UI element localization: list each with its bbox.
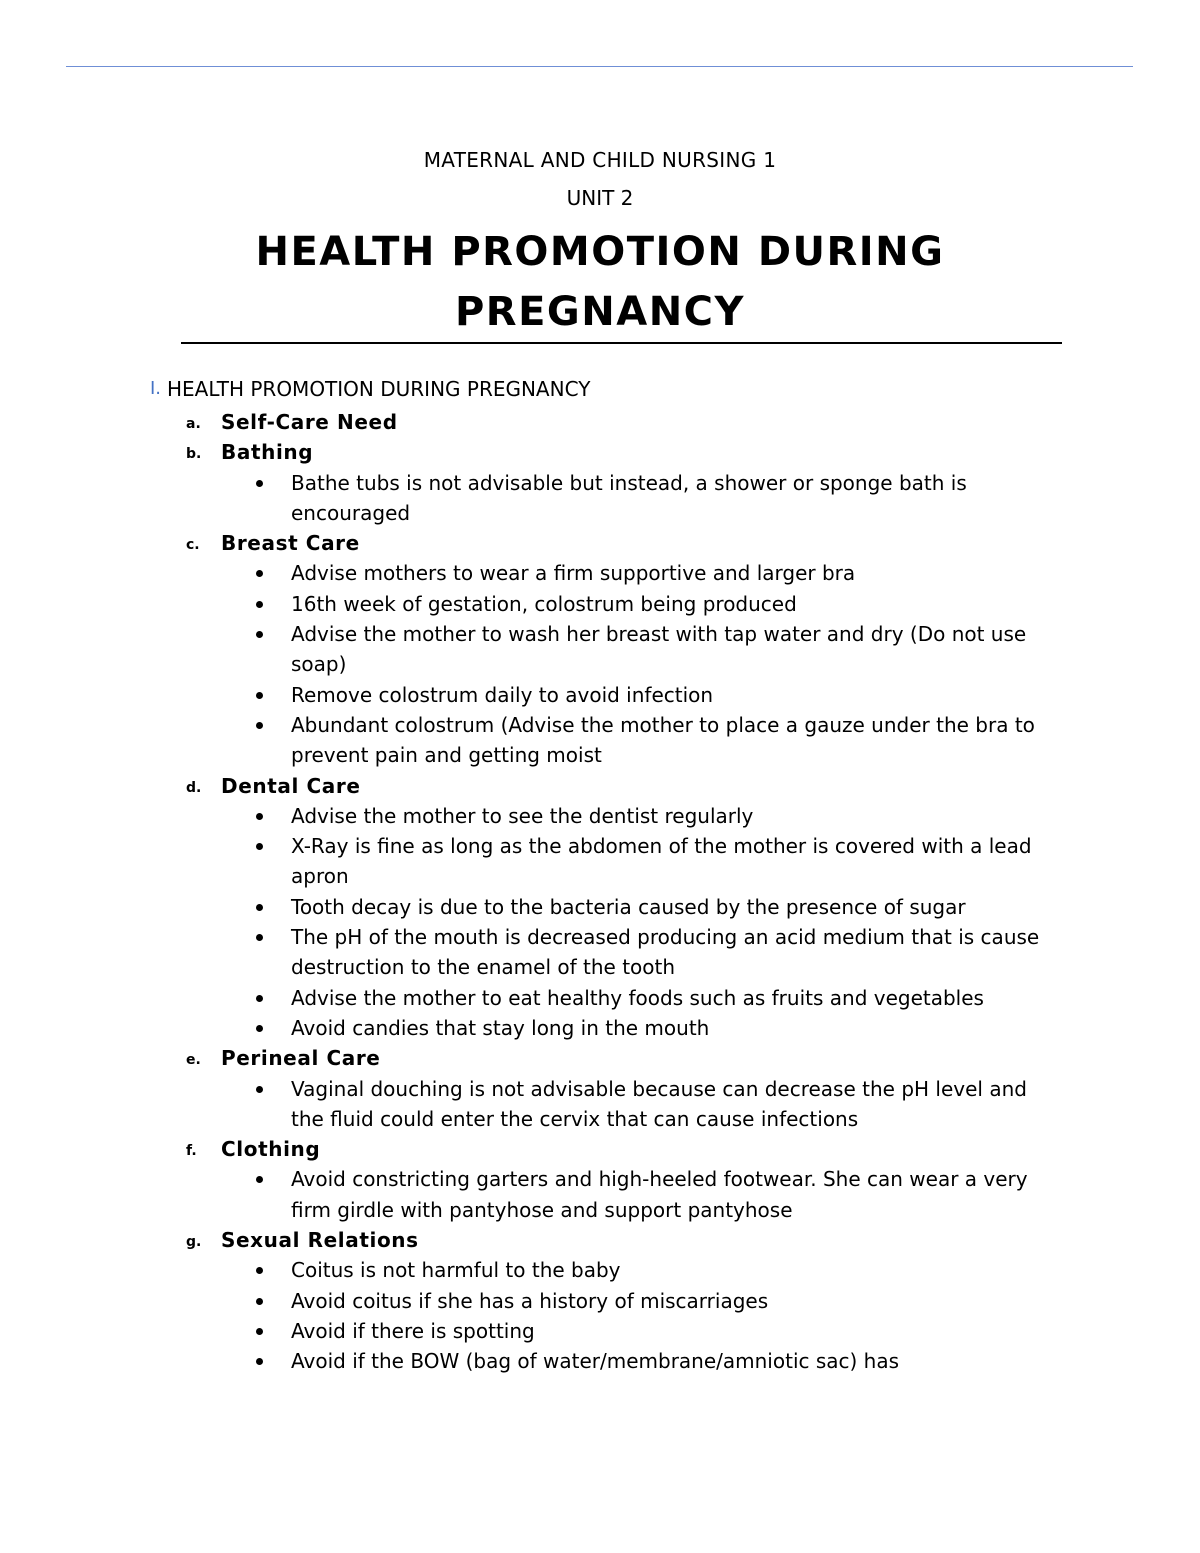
subsection bbox=[0, 771, 1200, 1044]
bullet-text: Coitus is not harmful to the baby bbox=[291, 1258, 621, 1283]
unit-label: UNIT 2 bbox=[566, 186, 634, 210]
subsection-title: Sexual Relations bbox=[221, 1228, 419, 1253]
bullet-item bbox=[0, 983, 1200, 1013]
subsection-letter: a. bbox=[186, 416, 201, 432]
bullet-text: X-Ray is fine as long as the abdomen of the mother is covered with a lead apron bbox=[291, 834, 1032, 889]
bullet-text: Avoid candies that stay long in the mouth bbox=[291, 1015, 710, 1040]
subsection-letter: e. bbox=[186, 1052, 201, 1069]
bullet-item bbox=[0, 1346, 1200, 1376]
bullet-dot-icon bbox=[256, 1267, 263, 1274]
bullet-text: Avoid if the BOW (bag of water/membrane/amniotic sac) has bbox=[291, 1349, 900, 1374]
bullet-dot-icon bbox=[256, 995, 263, 1002]
bullet-text: Advise the mother to wash her breast with tap water and dry (Do not use soap) bbox=[291, 622, 1027, 677]
subsection-heading bbox=[0, 1134, 1200, 1164]
subsection-heading bbox=[0, 771, 1200, 801]
bullet-dot-icon bbox=[256, 1358, 263, 1365]
subsection-letter: b. bbox=[186, 446, 202, 463]
bullet-item bbox=[0, 801, 1200, 831]
subsection-heading bbox=[0, 528, 1200, 558]
bullet-text: Bathe tubs is not advisable but instead, a shower or sponge bath is encouraged bbox=[291, 470, 967, 525]
bullet-dot-icon bbox=[256, 480, 263, 487]
subsection-letter: f. bbox=[186, 1143, 197, 1160]
bullet-dot-icon bbox=[256, 934, 263, 941]
bullet-item bbox=[0, 1316, 1200, 1346]
bullet-item bbox=[0, 1013, 1200, 1043]
bullet-text: Remove colostrum daily to avoid infection bbox=[291, 682, 714, 707]
bullet-text: The pH of the mouth is decreased producing an acid medium that is cause destruction to the enamel of the tooth bbox=[291, 925, 1040, 980]
bullet-list bbox=[0, 1164, 1200, 1225]
subsection-title: Clothing bbox=[221, 1137, 321, 1162]
bullet-item bbox=[0, 922, 1200, 983]
bullet-list bbox=[0, 468, 1200, 529]
subsection-heading bbox=[0, 437, 1200, 467]
subsection bbox=[0, 1043, 1200, 1134]
bullet-dot-icon bbox=[256, 1025, 263, 1032]
bullet-item bbox=[0, 589, 1200, 619]
subsection-heading bbox=[0, 1225, 1200, 1255]
subsection-heading bbox=[0, 407, 1200, 437]
subsection-letter: c. bbox=[186, 537, 200, 554]
bullet-item bbox=[0, 831, 1200, 892]
title-underline bbox=[181, 342, 1062, 344]
bullet-list bbox=[0, 1255, 1200, 1376]
bullet-dot-icon bbox=[256, 601, 263, 608]
bullet-dot-icon bbox=[256, 1176, 263, 1183]
bullet-dot-icon bbox=[256, 570, 263, 577]
subsection-title: Breast Care bbox=[221, 531, 360, 556]
bullet-text: Advise mothers to wear a firm supportive and larger bra bbox=[291, 561, 856, 586]
bullet-item bbox=[0, 710, 1200, 771]
subsection bbox=[0, 528, 1200, 770]
page-title-line-2: PREGNANCY bbox=[454, 289, 745, 335]
subsection-heading bbox=[0, 1043, 1200, 1073]
bullet-item bbox=[0, 468, 1200, 529]
page-title bbox=[0, 222, 1200, 342]
bullet-dot-icon bbox=[256, 813, 263, 820]
bullet-item bbox=[0, 892, 1200, 922]
subsection-letter: d. bbox=[186, 779, 202, 796]
bullet-item bbox=[0, 1074, 1200, 1135]
bullet-list bbox=[0, 558, 1200, 770]
subsection bbox=[0, 407, 1200, 437]
bullet-text: Avoid coitus if she has a history of miscarriages bbox=[291, 1288, 769, 1313]
subsection-title: Bathing bbox=[221, 440, 314, 465]
bullet-item bbox=[0, 558, 1200, 588]
bullet-dot-icon bbox=[256, 722, 263, 729]
bullet-dot-icon bbox=[256, 631, 263, 638]
bullet-text: Advise the mother to eat healthy foods such as fruits and vegetables bbox=[291, 985, 984, 1010]
bullet-text: 16th week of gestation, colostrum being produced bbox=[291, 591, 797, 616]
bullet-text: Vaginal douching is not advisable because can decrease the pH level and the fluid could enter the cervix that can cause infections bbox=[291, 1076, 1027, 1131]
subsection-letter: g. bbox=[186, 1234, 202, 1251]
subsection bbox=[0, 1134, 1200, 1225]
subsection-title: Self-Care Need bbox=[221, 410, 398, 434]
bullet-item bbox=[0, 680, 1200, 710]
bullet-text: Advise the mother to see the dentist regularly bbox=[291, 803, 754, 828]
bullet-dot-icon bbox=[256, 1328, 263, 1335]
document-body bbox=[0, 374, 1200, 1377]
bullet-list bbox=[0, 1074, 1200, 1135]
bullet-text: Avoid if there is spotting bbox=[291, 1318, 535, 1343]
bullet-text: Tooth decay is due to the bacteria caused by the presence of sugar bbox=[291, 894, 966, 919]
bullet-item bbox=[0, 1164, 1200, 1225]
bullet-item bbox=[0, 1286, 1200, 1316]
course-title: MATERNAL AND CHILD NURSING 1 bbox=[423, 148, 777, 172]
bullet-item bbox=[0, 1255, 1200, 1285]
subsection-title: Perineal Care bbox=[221, 1046, 381, 1071]
bullet-dot-icon bbox=[256, 904, 263, 911]
subsection-list bbox=[0, 407, 1200, 1377]
bullet-dot-icon bbox=[256, 692, 263, 699]
bullet-item bbox=[0, 619, 1200, 680]
bullet-dot-icon bbox=[256, 1086, 263, 1093]
page-title-line-1: HEALTH PROMOTION DURING bbox=[255, 229, 945, 275]
bullet-text: Avoid constricting garters and high-heeled footwear. She can wear a very firm girdle with pantyhose and support pantyhose bbox=[291, 1167, 1028, 1222]
section-numeral: I. bbox=[150, 378, 162, 399]
bullet-dot-icon bbox=[256, 1298, 263, 1305]
bullet-text: Abundant colostrum (Advise the mother to place a gauze under the bra to prevent pain and getting moist bbox=[291, 712, 1035, 768]
subsection bbox=[0, 437, 1200, 528]
section-title: HEALTH PROMOTION DURING PREGNANCY bbox=[167, 377, 591, 401]
bullet-dot-icon bbox=[256, 843, 263, 850]
section-heading bbox=[0, 374, 1200, 407]
subsection-title: Dental Care bbox=[221, 773, 361, 798]
bullet-list bbox=[0, 801, 1200, 1043]
header-rule bbox=[66, 66, 1133, 67]
subsection bbox=[0, 1225, 1200, 1376]
